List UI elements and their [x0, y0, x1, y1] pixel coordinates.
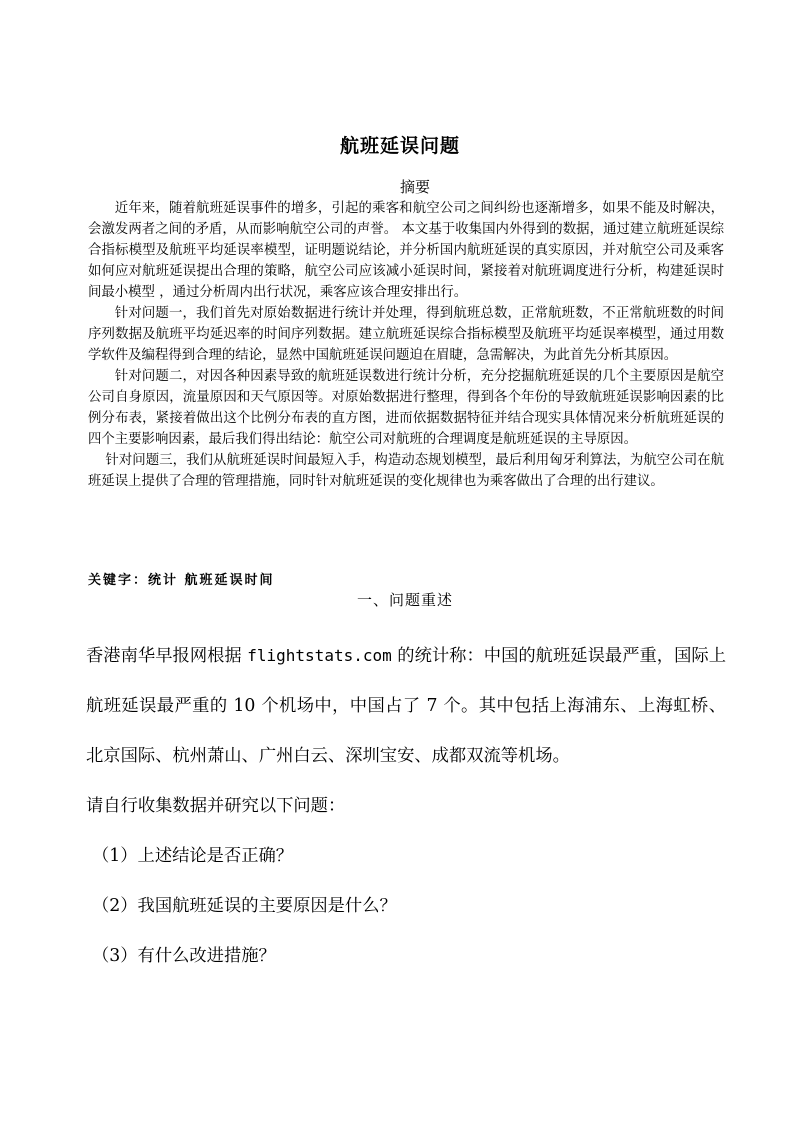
source-site-text: flightstats.com — [247, 646, 392, 665]
question-3: （3）有什么改进措施？ — [92, 946, 276, 966]
abstract-body — [88, 198, 724, 492]
document-title: 航班延误问题 — [339, 135, 460, 157]
abstract-heading: 摘要 — [399, 178, 430, 196]
keywords-line: 关键字：统计 航班延误时间 — [88, 573, 275, 588]
research-prompt: 请自行收集数据并研究以下问题： — [86, 796, 346, 816]
abstract-paragraph-4: 针对问题三，我们从航班延误时间最短入手，构造动态规划模型，最后利用匈牙利算法，为航空公司在航班延误上提供了合理的管理措施，同时针对航班延误的变化规律也为乘客做出了合理的出行建议。 — [88, 453, 724, 489]
abstract-paragraph-3: 针对问题二，对因各种因素导致的航班延误数进行统计分析，充分挖掘航班延误的几个主要原因是航空公司自身原因，流量原因和天气原因等。对原始数据进行整理，得到各个年份的导致航班延误影响因素的比例分布表，紧接着做出这个比例分布表的直方图，进而依据数据特征并结合现实具体情况来分析航班延误的四个主要影响因素，最后我们得出结论：航空公司对航班的合理调度是航班延误的主导原因。 — [88, 369, 724, 447]
intro-text-part2: 的统计称：中国的航班延误最严重，国际上航班延误最严重的 10 个机场中，中国占了 7 个。其中包括上海浦东、上海虹桥、北京国际、杭州萧山、广州白云、深圳宝安、成都双流等机场。 — [86, 646, 726, 766]
section-body — [86, 631, 726, 981]
intro-text-part1: 香港南华早报网根据 — [86, 646, 248, 666]
question-2: （2）我国航班延误的主要原因是什么？ — [92, 896, 397, 916]
section-heading: 一、问题重述 — [356, 591, 453, 609]
intro-paragraph — [86, 631, 726, 781]
abstract-paragraph-2: 针对问题一，我们首先对原始数据进行统计并处理，得到航班总数，正常航班数，不正常航班数的时间序列数据及航班平均延迟率的时间序列数据。建立航班延误综合指标模型及航班平均延误率模型，通过用数学软件及编程得到合理的结论，显然中国航班延误问题迫在眉睫，急需解决，为此首先分析其原因。 — [88, 306, 724, 363]
abstract-paragraph-1: 近年来，随着航班延误事件的增多，引起的乘客和航空公司之间纠纷也逐渐增多，如果不能及时解决，会激发两者之间的矛盾，从而影响航空公司的声誉。 本文基于收集国内外得到的数据，通过建立航班延误综合指标模型及航班平均延误率模型，证明题说结论，并分析国内航班延误的真实原因，并对航空公司及乘客如何应对航班延误提出合理的策略，航空公司应该减小延误时间，紧接着对航班调度进行分析，构建延误时间最小模型 ，通过分析周内出行状况，乘客应该合理安排出行。 — [88, 201, 724, 300]
question-1: （1）上述结论是否正确？ — [92, 846, 294, 866]
